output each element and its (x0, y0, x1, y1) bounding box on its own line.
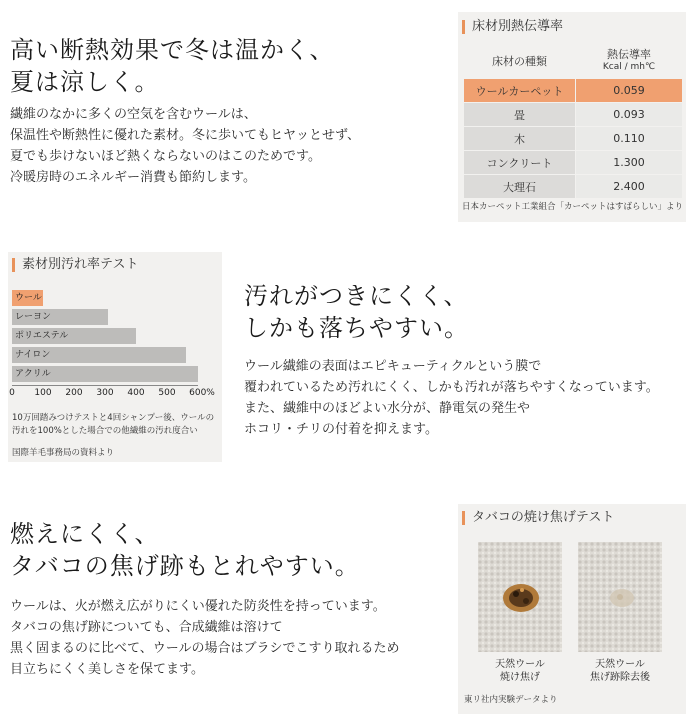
stain-chart-source: 国際羊毛事務局の資料より (12, 448, 115, 458)
headline-line: 燃えにくく、 (10, 520, 160, 548)
body-line: また、繊維中のほどよい水分が、静電気の発生や (244, 401, 531, 416)
table-row (464, 127, 682, 150)
body-line: 覆われているため汚れにくく、しかも汚れが落ちやすくなっています。 (244, 380, 659, 395)
cleaned-carpet-image (578, 542, 662, 652)
insulation-headline (10, 34, 430, 98)
insulation-body (10, 104, 440, 188)
table-cell-value: 1.300 (576, 151, 682, 174)
body-line: タバコの焦げ跡についても、合成繊維は溶けて (10, 620, 283, 635)
body-line: ウール繊維の表面はエピキューティクルという膜で (244, 359, 542, 374)
stain-bar: ウール (12, 290, 43, 306)
body-line: 目立ちにくく美しさを保てます。 (10, 662, 204, 677)
table-row (464, 79, 682, 102)
body-line: 夏でも歩けないほど熱くならないのはこのためです。 (10, 149, 321, 164)
body-line: 保温性や断熱性に優れた素材。冬に歩いてもヒヤッとせず、 (10, 128, 360, 143)
body-line: ウールは、火が燃え広がりにくい優れた防炎性を持っています。 (10, 599, 386, 614)
headline-line: 汚れがつきにくく、 (244, 282, 469, 310)
stain-bar: ポリエステル (12, 328, 136, 344)
caption-line: 天然ウール (595, 659, 645, 670)
note-line: 10万回踏みつけテストと4回シャンプー後、ウールの (12, 413, 215, 423)
x-tick-label: 100 (34, 388, 52, 398)
stain-bar: ナイロン (12, 347, 186, 363)
x-tick-label: 600% (189, 388, 215, 398)
body-line: 冷暖房時のエネルギー消費も節約します。 (10, 170, 256, 185)
table-cell-material: 木 (464, 127, 575, 150)
table-row (464, 151, 682, 174)
table-cell-value: 0.059 (576, 79, 682, 102)
body-line: ホコリ・チリの付着を抑えます。 (244, 422, 438, 437)
burn-caption (478, 658, 562, 684)
caption-line: 焼け焦げ (500, 672, 540, 683)
header-value-line: 熱伝導率 (606, 48, 651, 61)
stain-chart-title: 素材別汚れ率テスト (12, 258, 138, 272)
x-tick-label: 200 (65, 388, 83, 398)
header-value-unit: Kcal / mh℃ (602, 62, 656, 72)
cleaned-caption (572, 658, 668, 684)
table-row (464, 175, 682, 198)
table-cell-material: コンクリート (464, 151, 575, 174)
table-header (464, 44, 682, 78)
note-line: 汚れを100%とした場合での他繊維の汚れ度合い (12, 426, 198, 436)
conductivity-table (464, 44, 682, 199)
headline-line: しかも落ちやすい。 (244, 314, 469, 342)
body-line: 黒く固まるのに比べて、ウールの場合はブラシでこすり取れるため (10, 641, 400, 656)
stain-headline (244, 280, 684, 344)
burn-test-title: タバコの焼け焦げテスト (462, 511, 614, 525)
caption-line: 天然ウール (495, 659, 545, 670)
table-cell-value: 0.110 (576, 127, 682, 150)
stain-bar: レーヨン (12, 309, 108, 325)
flame-body (10, 596, 440, 680)
x-tick-label: 0 (9, 388, 15, 398)
table-cell-value: 2.400 (576, 175, 682, 198)
conductivity-source: 日本カーペット工業組合「カーペットはすばらしい」より (462, 202, 684, 212)
caption-line: 焦げ跡除去後 (590, 672, 650, 683)
x-tick-label: 400 (127, 388, 145, 398)
flame-headline (10, 518, 430, 582)
table-row (464, 103, 682, 126)
stain-chart-note (12, 412, 214, 438)
table-cell-material: 大理石 (464, 175, 575, 198)
headline-line: 高い断熱効果で冬は温かく、 (10, 36, 335, 64)
x-tick-label: 500 (158, 388, 176, 398)
header-material: 床材の種類 (492, 55, 547, 68)
stain-body (244, 356, 690, 440)
table-cell-material: ウールカーペット (464, 79, 575, 102)
headline-line: 夏は涼しく。 (10, 68, 160, 96)
table-cell-material: 畳 (464, 103, 575, 126)
x-tick-label: 300 (96, 388, 114, 398)
conductivity-title: 床材別熱伝導率 (462, 20, 563, 34)
burn-test-source: 東リ社内実験データより (464, 695, 558, 705)
stain-bar: アクリル (12, 366, 198, 382)
table-cell-value: 0.093 (576, 103, 682, 126)
header-value (576, 44, 682, 78)
burned-carpet-image (478, 542, 562, 652)
headline-line: タバコの焦げ跡もとれやすい。 (10, 552, 360, 580)
body-line: 繊維のなかに多くの空気を含むウールは、 (10, 107, 257, 122)
